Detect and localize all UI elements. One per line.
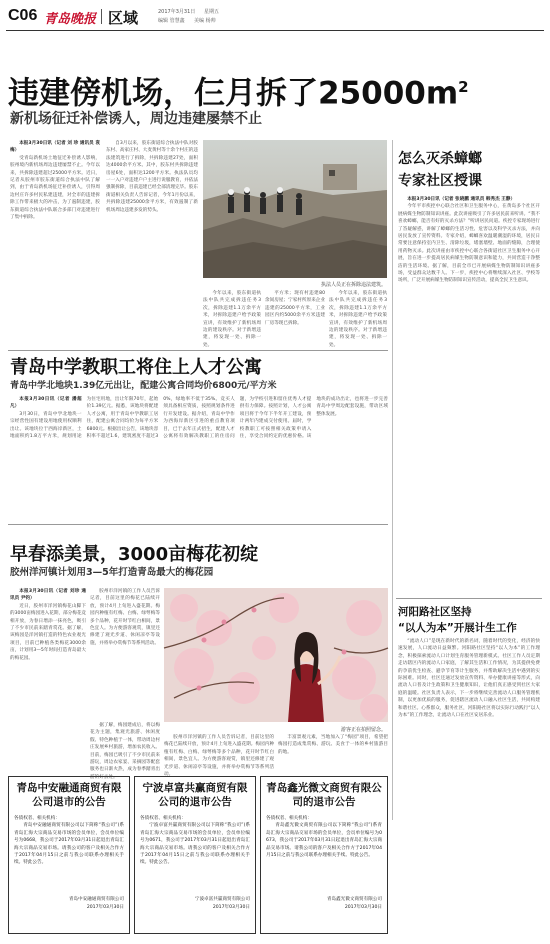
story2-text: 3月30日，青岛中学北地块一宗经营性国有建设用地使用权顺利出让。该地块位于西海岸新区，土地面积约1.8万平方米，规划用途为住宅用地，出让年限70年，起始价1.39亿元。据悉，该地块将配建人才公寓，用于青岛中学教职工居住，配建公寓合同均价为每平方米6800元。根据出让公告，该地块容积率不超过1.6，建筑密度不超过30%，绿地率不低于35%。竞买人须具备相应资质，按照规划条件进行开发建设。据介绍，青岛中学作为西海岸新区引进的重点教育项目，已于去年正式招生，配建人才公寓将有效解决教职工的住房问题，为学校引进和留住优秀人才提供有力保障。按照计划，人才公寓项目将于今年下半年开工建设，预计两年内建成交付使用。届时，学校教职工可按照相关政策申请入住，享受合同约定的优惠价格。该地块的成功出让，也将进一步完善青岛中学周边配套设施，带动区域整体发展。 — [10, 397, 388, 440]
story3-photo — [164, 588, 388, 722]
plum-blossom-photo — [164, 588, 388, 722]
story3-subhead: 胶州洋河镇计划用3—5年打造青岛最大的梅花园 — [10, 567, 214, 578]
story3-col1-text: 近日，胶州市洋河镇梅花山脚下的3000亩梅园进入花期，部分梅花竞相开放，为春日增添一抹亮色，吸引了不少市民前来踏青赏花。据了解，该梅园是洋河镇打造的特色农业观光项目，目前已种植各类梅花3000余亩，计划用3—5年时间打造青岛最大的梅花园。 — [10, 603, 87, 661]
story3-headline: 早春添美景，3000亩梅花初绽 — [10, 544, 259, 565]
story2-top-rule — [8, 350, 388, 351]
story-right2-headline-2: “以人为本”开展计生工作 — [398, 622, 517, 634]
story2-headline: 青岛中学教职工将住上人才公寓 — [10, 357, 262, 378]
notice-3-text: 青岛鑫光微文商贸有限公司以下简称“我公司”)系青岛汇海大宗商品交易市场的会员单位，会员单位编号为0673，我公司于2017年03月31日起退出青岛汇海大宗商品交易市场。请我公司的客户及相关合作方于2017年04月15日之前与我公司联系办理相关手续。特此公告。 — [266, 823, 382, 859]
page-header — [8, 5, 542, 29]
story1-column-2 — [106, 140, 198, 340]
story-right2-headline-1: 河阳路社区坚持 — [398, 606, 472, 618]
story3-column-1 — [10, 588, 86, 760]
story1-photo — [203, 140, 387, 278]
notice-1-body — [14, 822, 124, 896]
story3-column-4 — [164, 734, 274, 778]
notice-1-title: 青岛中安融通商贸有限公司退市的公告 — [16, 782, 122, 808]
story3-col5-text: 丰富景观元素，当地加入了“梅园”项目，希望把梅园打造成集赏梅、游玩、美食于一体的乡村旅游目的地。 — [278, 735, 388, 755]
story-right1-text: 今年平市疾控中心联合社区和卫生服务中心，在黄岛多个社区开展病媒生物防制知识讲座。此次讲座吸引了许多居民前来听讲。“我不喜欢蟑螂，能否有好的灭杀方法？”听讲居民问道。疾控专家现场进行了答疑解惑，讲解了蟑螂的生活习性、危害以及科学灭杀方法，并向居民发放了宣传资料。专家介绍，蟑螂喜欢温暖潮湿的环境，居民日常要注意保持室内卫生、清除垃圾，堵塞墙壁、地面的缝隙，合理使用药物灭杀。此次讲座由市疾控中心联合各街道社区卫生服务中心开展，旨在进一步提高居民病媒生物防制意识和能力，共同营造干净整洁的生活环境。据了解，目前全市已开展病媒生物防制知识讲座多场，受益群众达数千人。下一步，疾控中心将继续深入社区、学校等场所，广泛开展病媒生物防制知识宣传活动，提高全民卫生意识。 — [398, 204, 540, 284]
notice-2-body — [140, 822, 250, 896]
notice-3-date: 2017年03月30日 — [344, 904, 382, 910]
story3-photo-caption: 游客正在拍照留念。 — [340, 727, 386, 733]
notice-2-text: 宁波卓富共赢商贸有限公司以下简称“我公司”)系青岛汇海大宗商品交易市场的会员单位，会员单位编号为0671，我公司于2017年03月31日起退出青岛汇海大宗商品交易市场。请我公司的客户及相关合作方于2017年04月15日之前与我公司联系办理相关手续。特此公告。 — [140, 823, 250, 866]
notice-3-body — [266, 822, 382, 896]
masthead-logo: 青岛晚报 — [44, 12, 97, 27]
issue-weekday: 星期五 — [204, 9, 220, 15]
story1-photo-caption: 执法人员正在拆除违法建筑。 — [320, 282, 386, 288]
story1-column-3 — [203, 290, 261, 346]
story3-col2-text: 胶州市洋河镇的工作人员告诉记者，目前这里的梅花已陆续开放，预计4月上旬进入盛花期。梅园内种植有红梅、白梅、绿萼梅等多个品种，花开时节红白相间，景色宜人。为方便游客观赏，镇里还修建了观光步道、休闲凉亭等设施，并将举办赏梅节等系列活动。 — [90, 589, 160, 646]
right-column-divider — [392, 140, 393, 820]
story1-headline-text: 违建傍机场，仨月拆了25000m — [8, 75, 459, 112]
story3-byline: 本报3月30日讯（记者 刘珍 通讯员 尹钧） — [10, 589, 86, 602]
designer-credit: 美编 杨帅 — [194, 18, 216, 24]
story-right2-body — [398, 638, 540, 938]
story2-subhead: 青岛中学北地块1.39亿元出让，配建公寓合同均价6800元/平方米 — [10, 381, 277, 391]
story-right1-headline-2: 专家社区授课 — [398, 173, 482, 189]
notice-3 — [260, 776, 388, 934]
story3-column-3 — [90, 722, 160, 780]
story3-col4-text: 胶州市洋河镇的工作人员告诉记者，目前这里的梅花已陆续开放，预计4月上旬进入盛花期。梅园内种植有红梅、白梅、绿萼梅等多个品种，花开时节红白相间，景色宜人。为方便游客观赏，镇里还修建了观光步道、休闲凉亭等设施，并将举办赏梅节等系列活动。 — [164, 735, 274, 778]
story1-column-4 — [265, 290, 325, 346]
story1-byline: 本报3月30日讯（记者 刘 珍 通讯员 袁梅） — [10, 141, 100, 154]
story1-column-5 — [329, 290, 387, 346]
story1-col3-text: 今年以来，胶东街道执法中队共完成拆违任务3次，拆除违建1.1万余平方米，对拆除违建户给予政策宣讲，有效维护了新机场周边的建设秩序。对于新增违建，将发现一处、拆除一处。 — [203, 291, 261, 348]
notice-1-date: 2017年03月30日 — [86, 904, 124, 910]
story1-col4-text: 平方米；现有村违建80余间房屋；宁家村所原来企业违建的25000平方米，工业园区内约5000余平方米违建厂房等现已拆除。 — [265, 291, 325, 326]
story-right1-byline: 本报3月30日讯（记者 张晓鹏 通讯员 韩秀杰 王静） — [407, 197, 516, 202]
demolition-photo — [203, 140, 387, 278]
story1-column-1 — [10, 140, 100, 340]
story1-col5-text: 今年以来，胶东街道执法中队共完成拆违任务3次，拆除违建1.1万余平方米，对拆除违建户给予政策宣讲，有效维护了新机场周边的建设秩序。对于新增违建，将发现一处、拆除一处。 — [329, 291, 387, 348]
story1-headline-sup: 2 — [458, 78, 469, 96]
page-number: C06 — [8, 7, 38, 24]
notice-1 — [8, 776, 130, 934]
story2-body — [10, 396, 388, 518]
notice-1-signer: 青岛中安融通商贸有限公司 — [68, 897, 124, 903]
notice-3-title: 青岛鑫光微文商贸有限公司的退市公告 — [266, 782, 382, 808]
notice-2-signer: 宁波卓富共赢商贸有限公司 — [194, 897, 250, 903]
story3-col3-text: 据了解，梅园建成后，将以梅花为主题，集观光旅游、休闲度假、特色种植于一体，带动周边村庄发展乡村旅游，增加农民收入。目前，梅园已吸引了不少市民前来游玩，周边农家宴、采摘园等配套服务也日渐火热，成为春季踏青出游的好去处。 — [90, 723, 160, 780]
story1-col2-text: 自3月以来，胶东街道综合执法中队对胶东村、高家庄村、大麦黄村等十余个村庄的违法建筑进行了拆除，共拆除违建27处，面积达4000余平方米。其中，胶东村共拆除违建房屋6处，面积达1200平方米。执法队员均一一入户对违建户户主进行说服教育，并依法强制拆除，目前违建已经全部清理完毕。胶东街道相关负责人告诉记者，今年1月份以来，共拆除违建25000余平方米，有效遏制了新机场周边违建多发的势头。 — [106, 141, 198, 213]
story3-top-rule — [8, 524, 388, 525]
story-right2-text: “流动人口”是现在新时代的新名词，随着时代的变化，经济的快速发展，人口流动日益频繁。河阳路社区坚持“以人为本”的工作理念，积极探索流动人口计划生育服务管理新模式。社区工作人员定期走访辖区内的流动人口家庭，了解其生活和工作情况，为其提供免费的孕前优生检查、避孕节育等计生服务，并帮助解决生活中遇到的实际困难。同时，社区还通过发放宣传资料、举办健康讲座等形式，向流动人口普及计生政策和卫生健康知识，让他们真正感受到社区大家庭的温暖。社区负责人表示，下一步将继续完善流动人口服务管理机制，以更加优质的服务，促进辖区流动人口融入社区生活，共同构建和谐社区。心系群众，服务社区，河阳路社区将以实际行动践行“以人为本”的工作理念，让流动人口在社区安居乐业。 — [398, 639, 540, 719]
editor-credit: 编辑 管慧鑫 — [158, 18, 185, 24]
section-name: 区域 — [108, 9, 139, 27]
story3-column-2 — [90, 588, 160, 718]
notice-2 — [134, 776, 256, 934]
story1-col1-text: 受青岛新机场土地征迁补偿诱人影响，胶州境内新机场周边违建屡禁不止。今年以来，共拆除违建超过25000平方米。近日，记者从胶州市胶东街道综合执法中队了解到，由于青岛新机场征迁补偿诱人，引得周边村庄许多村民私建违建，对全市的违建拆除工作带来极大的冲击，为了遏制违建，胶东街道综合执法中队联合多部门对违建进行了集中拆除。 — [10, 155, 100, 221]
notice-2-date: 2017年03月30日 — [212, 904, 250, 910]
notice-2-title: 宁波卓富共赢商贸有限公司的退市公告 — [142, 782, 248, 808]
header-divider — [101, 9, 102, 24]
header-rule — [6, 30, 544, 31]
story3-column-5 — [278, 734, 388, 770]
notice-2-creditors: 各债权者、相关机构： — [140, 816, 186, 821]
story1-headline — [8, 68, 538, 112]
story-right2-top-rule — [396, 598, 542, 599]
notice-1-creditors: 各债权者、相关机构： — [14, 816, 60, 821]
story-right1-body — [398, 196, 540, 594]
notice-3-signer: 青岛鑫光微文商贸有限公司 — [326, 897, 382, 903]
story-right1-headline-1: 怎么灭杀蟑螂 — [398, 151, 482, 167]
notice-3-creditors: 各债权者、相关机构： — [266, 816, 312, 821]
story1-subhead: 新机场征迁补偿诱人，周边违建屡禁不止 — [10, 111, 262, 127]
story2-byline: 本报3月30日讯（记者 潘超凡） — [10, 397, 82, 410]
issue-date: 2017年3月31日 — [158, 9, 196, 15]
notice-1-text: 青岛中安融通商贸有限公司以下简称“我公司”)系青岛汇海大宗商品交易市场的会员单位，会员单位编号为0668，我公司于2017年03月31日起退出青岛汇海大宗商品交易市场。请我公司的客户及相关合作方于2017年04月15日之前与我公司联系办理相关手续。特此公告。 — [14, 823, 124, 866]
